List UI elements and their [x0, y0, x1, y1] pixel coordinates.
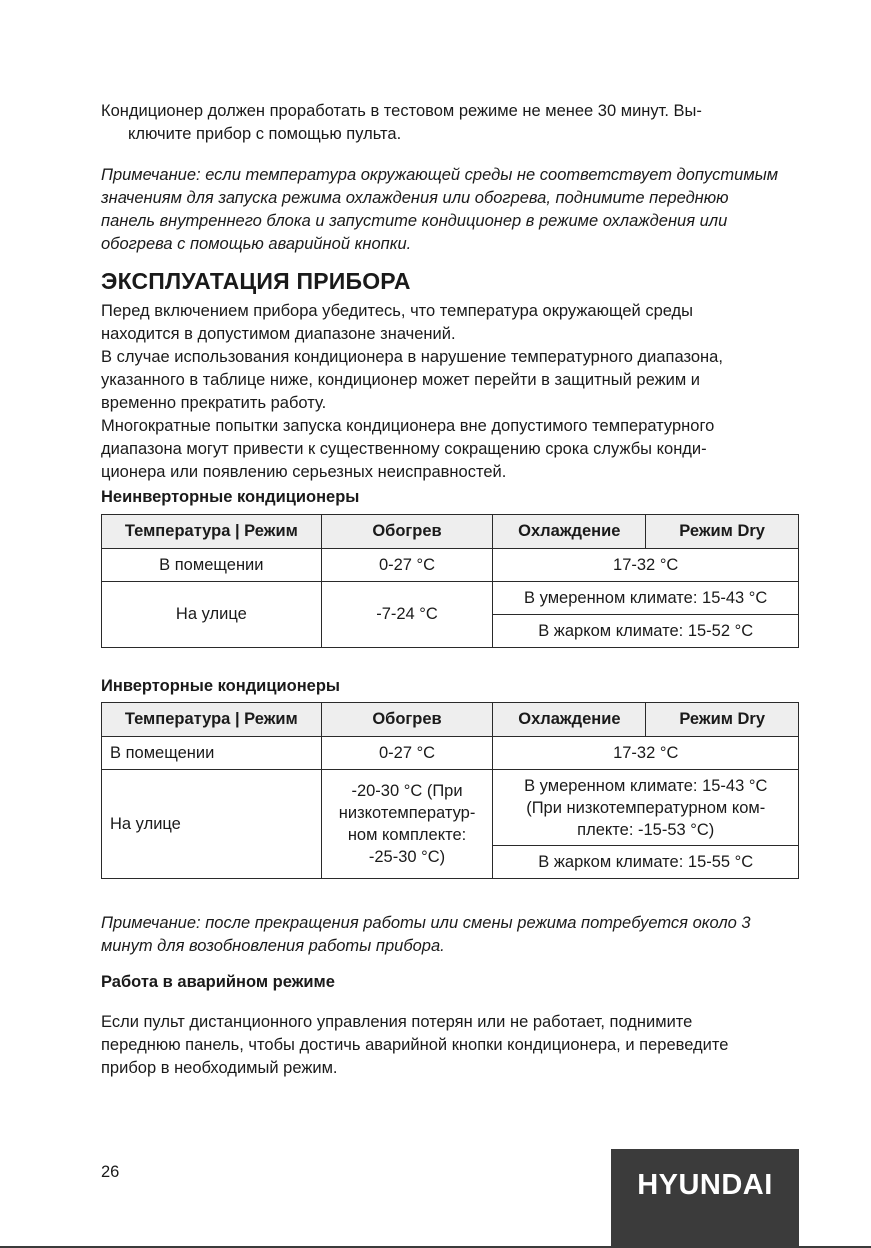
header-temp-mode: Температура | Режим — [102, 515, 322, 549]
cell-indoor-heating: 0-27 °C — [321, 737, 493, 770]
cell-indoor-cooling-dry: 17-32 °C — [493, 549, 799, 582]
header-cooling: Охлаждение — [493, 515, 646, 549]
cell-outdoor-heating: -7-24 °C — [321, 582, 493, 648]
table1-title: Неинверторные кондиционеры — [101, 488, 360, 506]
section-heading: ЭКСПЛУАТАЦИЯ ПРИБОРА — [101, 268, 411, 294]
header-dry: Режим Dry — [646, 515, 799, 549]
logo-text: HYUNDAI — [637, 1169, 773, 1201]
emergency-title: Работа в аварийном режиме — [101, 973, 335, 991]
intro-paragraph: Перед включением прибора убедитесь, что температура окружающей среды находится в допустимом диапазоне значений. В случае использования кондиционера в нарушение температурного диапазона, указанного в таблице ниже, кондиционер может перейти в защитный режим и временно прекратить работу. Многократные попытки запуска кондиционера вне допустимого температурного диапазона могут привести к существенному сокращению срока службы конди- ционера или появлению серьезных неисправностей. — [101, 302, 723, 481]
emergency-text: Если пульт дистанционного управления потерян или не работает, поднимите переднюю панель, чтобы достичь аварийной кнопки кондиционера, и переведите прибор в необходимый режим. — [101, 1013, 729, 1077]
cell-outdoor-hot: В жарком климате: 15-52 °C — [493, 615, 799, 648]
table-row — [102, 582, 799, 615]
cell-outdoor-hot: В жарком климате: 15-55 °C — [493, 846, 799, 879]
paragraph-test-mode — [101, 100, 781, 146]
cell-outdoor-heating: -20-30 °C (При низкотемператур- ном комплекте: -25-30 °C) — [321, 770, 493, 879]
inverter-table — [101, 702, 799, 879]
page-number: 26 — [101, 1163, 120, 1181]
header-dry: Режим Dry — [646, 703, 799, 737]
cell-outdoor-moderate: В умеренном климате: 15-43 °C (При низкотемпературном ком- плекте: -15-53 °C) — [493, 770, 799, 846]
note-temperature: Примечание: если температура окружающей среды не соответствует допустимым значениям для запуска режима охлаждения или обогрева, поднимите переднюю панель внутреннего блока и запустите кондиционер в режиме охлаждения или обогрева с помощью аварийной кнопки. — [101, 166, 779, 253]
table2-title: Инверторные кондиционеры — [101, 677, 341, 695]
cell-indoor-cooling-dry: 17-32 °C — [493, 737, 799, 770]
table-row — [102, 737, 799, 770]
paragraph-test-mode-line1: Кондиционер должен проработать в тестовом режиме не менее 30 минут. Вы- — [101, 102, 702, 120]
cell-outdoor-moderate: В умеренном климате: 15-43 °C — [493, 582, 799, 615]
paragraph-test-mode-line2: ключите прибор с помощью пульта. — [128, 125, 402, 143]
header-temp-mode: Температура | Режим — [102, 703, 322, 737]
note-restart: Примечание: после прекращения работы или смены режима потребуется около 3 минут для возобновления работы прибора. — [101, 914, 751, 955]
cell-indoor-label: В помещении — [102, 737, 322, 770]
cell-outdoor-label: На улице — [102, 582, 322, 648]
header-heating: Обогрев — [321, 703, 493, 737]
cell-outdoor-label: На улице — [102, 770, 322, 879]
hyundai-logo — [611, 1149, 799, 1248]
cell-indoor-label: В помещении — [102, 549, 322, 582]
header-heating: Обогрев — [321, 515, 493, 549]
cell-indoor-heating: 0-27 °C — [321, 549, 493, 582]
table-row — [102, 770, 799, 846]
table-header-row — [102, 703, 799, 737]
table-row — [102, 549, 799, 582]
non-inverter-table — [101, 514, 799, 648]
table-header-row — [102, 515, 799, 549]
header-cooling: Охлаждение — [493, 703, 646, 737]
